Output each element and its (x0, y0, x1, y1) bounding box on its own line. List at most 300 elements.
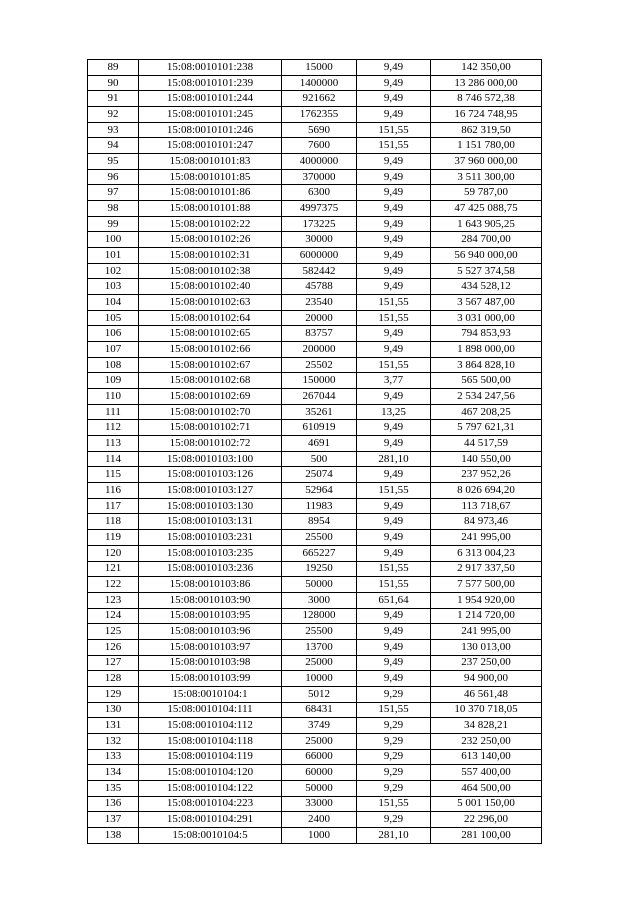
row-number-cell: 106 (88, 326, 139, 342)
value-cell: 5 797 621,31 (431, 420, 542, 436)
rate-cell: 9,49 (357, 216, 431, 232)
row-number-cell: 134 (88, 765, 139, 781)
row-number-cell: 115 (88, 467, 139, 483)
table-row (88, 765, 542, 781)
area-cell: 35261 (282, 404, 357, 420)
cadastral-number-cell: 15:08:0010103:100 (139, 451, 282, 467)
table-row (88, 624, 542, 640)
rate-cell: 9,49 (357, 279, 431, 295)
row-number-cell: 109 (88, 373, 139, 389)
value-cell: 46 561,48 (431, 686, 542, 702)
value-cell: 59 787,00 (431, 185, 542, 201)
row-number-cell: 116 (88, 483, 139, 499)
cadastral-number-cell: 15:08:0010102:67 (139, 357, 282, 373)
row-number-cell: 136 (88, 796, 139, 812)
area-cell: 4691 (282, 436, 357, 452)
value-cell: 3 031 000,00 (431, 310, 542, 326)
table-row (88, 216, 542, 232)
area-cell: 66000 (282, 749, 357, 765)
table-row (88, 655, 542, 671)
table-row (88, 749, 542, 765)
rate-cell: 281,10 (357, 451, 431, 467)
rate-cell: 9,49 (357, 154, 431, 170)
rate-cell: 9,29 (357, 686, 431, 702)
row-number-cell: 120 (88, 545, 139, 561)
table-row (88, 232, 542, 248)
table-row (88, 326, 542, 342)
value-cell: 47 425 088,75 (431, 201, 542, 217)
table-row (88, 310, 542, 326)
value-cell: 44 517,59 (431, 436, 542, 452)
area-cell: 2400 (282, 812, 357, 828)
cadastral-number-cell: 15:08:0010101:246 (139, 122, 282, 138)
area-cell: 921662 (282, 91, 357, 107)
rate-cell: 151,55 (357, 295, 431, 311)
cadastral-number-cell: 15:08:0010104:119 (139, 749, 282, 765)
table-row (88, 702, 542, 718)
table-row (88, 279, 542, 295)
cadastral-number-cell: 15:08:0010104:111 (139, 702, 282, 718)
table-row (88, 138, 542, 154)
value-cell: 113 718,67 (431, 498, 542, 514)
table-row (88, 373, 542, 389)
value-cell: 237 250,00 (431, 655, 542, 671)
cadastral-number-cell: 15:08:0010102:38 (139, 263, 282, 279)
cadastral-number-cell: 15:08:0010103:98 (139, 655, 282, 671)
cadastral-number-cell: 15:08:0010102:70 (139, 404, 282, 420)
row-number-cell: 98 (88, 201, 139, 217)
rate-cell: 151,55 (357, 577, 431, 593)
cadastral-number-cell: 15:08:0010104:118 (139, 733, 282, 749)
area-cell: 68431 (282, 702, 357, 718)
value-cell: 16 724 748,95 (431, 107, 542, 123)
rate-cell: 9,49 (357, 467, 431, 483)
value-cell: 7 577 500,00 (431, 577, 542, 593)
area-cell: 665227 (282, 545, 357, 561)
area-cell: 30000 (282, 232, 357, 248)
rate-cell: 13,25 (357, 404, 431, 420)
cadastral-number-cell: 15:08:0010102:26 (139, 232, 282, 248)
cadastral-number-cell: 15:08:0010101:244 (139, 91, 282, 107)
rate-cell: 151,55 (357, 483, 431, 499)
cadastral-number-cell: 15:08:0010104:112 (139, 718, 282, 734)
table-row (88, 545, 542, 561)
value-cell: 142 350,00 (431, 60, 542, 76)
area-cell: 25000 (282, 655, 357, 671)
row-number-cell: 96 (88, 169, 139, 185)
area-cell: 52964 (282, 483, 357, 499)
table-row (88, 733, 542, 749)
row-number-cell: 128 (88, 671, 139, 687)
value-cell: 1 954 920,00 (431, 592, 542, 608)
value-cell: 3 511 300,00 (431, 169, 542, 185)
rate-cell: 151,55 (357, 138, 431, 154)
value-cell: 37 960 000,00 (431, 154, 542, 170)
cadastral-number-cell: 15:08:0010103:236 (139, 561, 282, 577)
cadastral-number-cell: 15:08:0010104:120 (139, 765, 282, 781)
cadastral-number-cell: 15:08:0010101:88 (139, 201, 282, 217)
row-number-cell: 133 (88, 749, 139, 765)
cadastral-number-cell: 15:08:0010101:247 (139, 138, 282, 154)
area-cell: 50000 (282, 780, 357, 796)
cadastral-number-cell: 15:08:0010103:130 (139, 498, 282, 514)
row-number-cell: 91 (88, 91, 139, 107)
value-cell: 2 534 247,56 (431, 389, 542, 405)
value-cell: 22 296,00 (431, 812, 542, 828)
row-number-cell: 89 (88, 60, 139, 76)
value-cell: 6 313 004,23 (431, 545, 542, 561)
table-row (88, 420, 542, 436)
area-cell: 370000 (282, 169, 357, 185)
area-cell: 4000000 (282, 154, 357, 170)
area-cell: 4997375 (282, 201, 357, 217)
area-cell: 1400000 (282, 75, 357, 91)
table-row (88, 295, 542, 311)
table-body (88, 60, 542, 844)
cadastral-number-cell: 15:08:0010104:291 (139, 812, 282, 828)
row-number-cell: 90 (88, 75, 139, 91)
table-row (88, 639, 542, 655)
row-number-cell: 137 (88, 812, 139, 828)
table-row (88, 75, 542, 91)
row-number-cell: 118 (88, 514, 139, 530)
area-cell: 13700 (282, 639, 357, 655)
area-cell: 150000 (282, 373, 357, 389)
cadastral-number-cell: 15:08:0010103:126 (139, 467, 282, 483)
table-row (88, 404, 542, 420)
table-row (88, 122, 542, 138)
rate-cell: 9,49 (357, 420, 431, 436)
row-number-cell: 122 (88, 577, 139, 593)
table-row (88, 154, 542, 170)
cadastral-number-cell: 15:08:0010104:223 (139, 796, 282, 812)
table-row (88, 357, 542, 373)
cadastral-number-cell: 15:08:0010104:5 (139, 827, 282, 843)
cadastral-number-cell: 15:08:0010102:63 (139, 295, 282, 311)
cadastral-number-cell: 15:08:0010103:86 (139, 577, 282, 593)
value-cell: 794 853,93 (431, 326, 542, 342)
rate-cell: 9,29 (357, 765, 431, 781)
table-row (88, 561, 542, 577)
value-cell: 3 567 487,00 (431, 295, 542, 311)
row-number-cell: 102 (88, 263, 139, 279)
area-cell: 45788 (282, 279, 357, 295)
cadastral-number-cell: 15:08:0010101:238 (139, 60, 282, 76)
value-cell: 56 940 000,00 (431, 248, 542, 264)
area-cell: 200000 (282, 342, 357, 358)
area-cell: 1000 (282, 827, 357, 843)
rate-cell: 9,49 (357, 671, 431, 687)
area-cell: 582442 (282, 263, 357, 279)
rate-cell: 3,77 (357, 373, 431, 389)
value-cell: 281 100,00 (431, 827, 542, 843)
row-number-cell: 123 (88, 592, 139, 608)
rate-cell: 9,29 (357, 812, 431, 828)
value-cell: 5 001 150,00 (431, 796, 542, 812)
cadastral-number-cell: 15:08:0010102:65 (139, 326, 282, 342)
rate-cell: 9,29 (357, 780, 431, 796)
rate-cell: 9,49 (357, 436, 431, 452)
cadastral-number-cell: 15:08:0010103:95 (139, 608, 282, 624)
cadastral-number-cell: 15:08:0010102:72 (139, 436, 282, 452)
rate-cell: 9,49 (357, 185, 431, 201)
area-cell: 6300 (282, 185, 357, 201)
rate-cell: 9,49 (357, 169, 431, 185)
row-number-cell: 100 (88, 232, 139, 248)
cadastral-number-cell: 15:08:0010103:99 (139, 671, 282, 687)
area-cell: 19250 (282, 561, 357, 577)
rate-cell: 151,55 (357, 122, 431, 138)
value-cell: 1 643 905,25 (431, 216, 542, 232)
area-cell: 25500 (282, 624, 357, 640)
area-cell: 25074 (282, 467, 357, 483)
cadastral-number-cell: 15:08:0010102:40 (139, 279, 282, 295)
rate-cell: 9,49 (357, 232, 431, 248)
rate-cell: 9,49 (357, 639, 431, 655)
rate-cell: 151,55 (357, 796, 431, 812)
value-cell: 1 898 000,00 (431, 342, 542, 358)
value-cell: 13 286 000,00 (431, 75, 542, 91)
area-cell: 267044 (282, 389, 357, 405)
area-cell: 25000 (282, 733, 357, 749)
table-row (88, 577, 542, 593)
value-cell: 2 917 337,50 (431, 561, 542, 577)
rate-cell: 151,55 (357, 702, 431, 718)
table-row (88, 483, 542, 499)
area-cell: 25502 (282, 357, 357, 373)
row-number-cell: 119 (88, 530, 139, 546)
value-cell: 565 500,00 (431, 373, 542, 389)
row-number-cell: 131 (88, 718, 139, 734)
cadastral-number-cell: 15:08:0010103:127 (139, 483, 282, 499)
row-number-cell: 129 (88, 686, 139, 702)
rate-cell: 9,49 (357, 389, 431, 405)
area-cell: 7600 (282, 138, 357, 154)
row-number-cell: 111 (88, 404, 139, 420)
area-cell: 3000 (282, 592, 357, 608)
area-cell: 6000000 (282, 248, 357, 264)
value-cell: 241 995,00 (431, 624, 542, 640)
row-number-cell: 108 (88, 357, 139, 373)
area-cell: 8954 (282, 514, 357, 530)
area-cell: 60000 (282, 765, 357, 781)
area-cell: 5690 (282, 122, 357, 138)
cadastral-number-cell: 15:08:0010101:83 (139, 154, 282, 170)
rate-cell: 9,49 (357, 60, 431, 76)
row-number-cell: 138 (88, 827, 139, 843)
value-cell: 84 973,46 (431, 514, 542, 530)
area-cell: 15000 (282, 60, 357, 76)
area-cell: 10000 (282, 671, 357, 687)
value-cell: 467 208,25 (431, 404, 542, 420)
value-cell: 5 527 374,58 (431, 263, 542, 279)
rate-cell: 9,49 (357, 75, 431, 91)
table-row (88, 514, 542, 530)
rate-cell: 9,49 (357, 514, 431, 530)
table-row (88, 60, 542, 76)
table-row (88, 592, 542, 608)
table-row (88, 389, 542, 405)
value-cell: 862 319,50 (431, 122, 542, 138)
rate-cell: 9,29 (357, 733, 431, 749)
area-cell: 11983 (282, 498, 357, 514)
area-cell: 128000 (282, 608, 357, 624)
value-cell: 434 528,12 (431, 279, 542, 295)
value-cell: 8 026 694,20 (431, 483, 542, 499)
rate-cell: 9,49 (357, 201, 431, 217)
table-row (88, 686, 542, 702)
value-cell: 140 550,00 (431, 451, 542, 467)
value-cell: 284 700,00 (431, 232, 542, 248)
value-cell: 94 900,00 (431, 671, 542, 687)
row-number-cell: 117 (88, 498, 139, 514)
rate-cell: 9,49 (357, 107, 431, 123)
area-cell: 3749 (282, 718, 357, 734)
cadastral-number-cell: 15:08:0010101:245 (139, 107, 282, 123)
value-cell: 464 500,00 (431, 780, 542, 796)
value-cell: 1 151 780,00 (431, 138, 542, 154)
cadastral-number-cell: 15:08:0010103:97 (139, 639, 282, 655)
row-number-cell: 124 (88, 608, 139, 624)
cadastral-number-cell: 15:08:0010103:96 (139, 624, 282, 640)
row-number-cell: 99 (88, 216, 139, 232)
row-number-cell: 104 (88, 295, 139, 311)
table-row (88, 498, 542, 514)
table-row (88, 812, 542, 828)
value-cell: 34 828,21 (431, 718, 542, 734)
table-row (88, 91, 542, 107)
cadastral-number-cell: 15:08:0010103:235 (139, 545, 282, 561)
row-number-cell: 114 (88, 451, 139, 467)
cadastral-number-cell: 15:08:0010104:1 (139, 686, 282, 702)
rate-cell: 9,49 (357, 248, 431, 264)
row-number-cell: 93 (88, 122, 139, 138)
cadastral-number-cell: 15:08:0010102:64 (139, 310, 282, 326)
value-cell: 130 013,00 (431, 639, 542, 655)
value-cell: 232 250,00 (431, 733, 542, 749)
row-number-cell: 125 (88, 624, 139, 640)
cadastral-number-cell: 15:08:0010102:31 (139, 248, 282, 264)
row-number-cell: 94 (88, 138, 139, 154)
row-number-cell: 132 (88, 733, 139, 749)
table-row (88, 827, 542, 843)
cadastral-number-cell: 15:08:0010103:231 (139, 530, 282, 546)
value-cell: 557 400,00 (431, 765, 542, 781)
row-number-cell: 112 (88, 420, 139, 436)
table-row (88, 608, 542, 624)
table-row (88, 185, 542, 201)
area-cell: 1762355 (282, 107, 357, 123)
row-number-cell: 126 (88, 639, 139, 655)
area-cell: 33000 (282, 796, 357, 812)
row-number-cell: 107 (88, 342, 139, 358)
row-number-cell: 135 (88, 780, 139, 796)
row-number-cell: 130 (88, 702, 139, 718)
area-cell: 83757 (282, 326, 357, 342)
area-cell: 5012 (282, 686, 357, 702)
table-row (88, 671, 542, 687)
value-cell: 237 952,26 (431, 467, 542, 483)
rate-cell: 9,49 (357, 655, 431, 671)
table-row (88, 451, 542, 467)
area-cell: 610919 (282, 420, 357, 436)
cadastral-number-cell: 15:08:0010101:239 (139, 75, 282, 91)
rate-cell: 9,49 (357, 91, 431, 107)
value-cell: 3 864 828,10 (431, 357, 542, 373)
row-number-cell: 92 (88, 107, 139, 123)
table-row (88, 263, 542, 279)
row-number-cell: 101 (88, 248, 139, 264)
value-cell: 10 370 718,05 (431, 702, 542, 718)
rate-cell: 151,55 (357, 561, 431, 577)
table-row (88, 436, 542, 452)
value-cell: 1 214 720,00 (431, 608, 542, 624)
table-row (88, 467, 542, 483)
value-cell: 613 140,00 (431, 749, 542, 765)
cadastral-number-cell: 15:08:0010102:69 (139, 389, 282, 405)
cadastral-number-cell: 15:08:0010102:22 (139, 216, 282, 232)
row-number-cell: 103 (88, 279, 139, 295)
rate-cell: 151,55 (357, 357, 431, 373)
row-number-cell: 95 (88, 154, 139, 170)
cadastral-value-table (87, 59, 542, 844)
cadastral-number-cell: 15:08:0010102:71 (139, 420, 282, 436)
table-row (88, 718, 542, 734)
value-cell: 8 746 572,38 (431, 91, 542, 107)
rate-cell: 9,29 (357, 749, 431, 765)
rate-cell: 9,49 (357, 624, 431, 640)
row-number-cell: 113 (88, 436, 139, 452)
cadastral-number-cell: 15:08:0010103:90 (139, 592, 282, 608)
rate-cell: 281,10 (357, 827, 431, 843)
rate-cell: 9,49 (357, 263, 431, 279)
table-row (88, 248, 542, 264)
area-cell: 25500 (282, 530, 357, 546)
table-row (88, 201, 542, 217)
rate-cell: 9,49 (357, 498, 431, 514)
row-number-cell: 105 (88, 310, 139, 326)
cadastral-number-cell: 15:08:0010104:122 (139, 780, 282, 796)
value-cell: 241 995,00 (431, 530, 542, 546)
table-row (88, 107, 542, 123)
cadastral-number-cell: 15:08:0010101:85 (139, 169, 282, 185)
area-cell: 23540 (282, 295, 357, 311)
table-row (88, 342, 542, 358)
rate-cell: 9,49 (357, 545, 431, 561)
rate-cell: 9,29 (357, 718, 431, 734)
area-cell: 173225 (282, 216, 357, 232)
cadastral-number-cell: 15:08:0010103:131 (139, 514, 282, 530)
cadastral-number-cell: 15:08:0010101:86 (139, 185, 282, 201)
cadastral-number-cell: 15:08:0010102:68 (139, 373, 282, 389)
row-number-cell: 127 (88, 655, 139, 671)
rate-cell: 651,64 (357, 592, 431, 608)
area-cell: 500 (282, 451, 357, 467)
table-row (88, 780, 542, 796)
table-row (88, 796, 542, 812)
area-cell: 20000 (282, 310, 357, 326)
table-row (88, 530, 542, 546)
table-row (88, 169, 542, 185)
rate-cell: 9,49 (357, 342, 431, 358)
row-number-cell: 121 (88, 561, 139, 577)
rate-cell: 9,49 (357, 530, 431, 546)
row-number-cell: 97 (88, 185, 139, 201)
cadastral-number-cell: 15:08:0010102:66 (139, 342, 282, 358)
area-cell: 50000 (282, 577, 357, 593)
rate-cell: 9,49 (357, 326, 431, 342)
rate-cell: 9,49 (357, 608, 431, 624)
